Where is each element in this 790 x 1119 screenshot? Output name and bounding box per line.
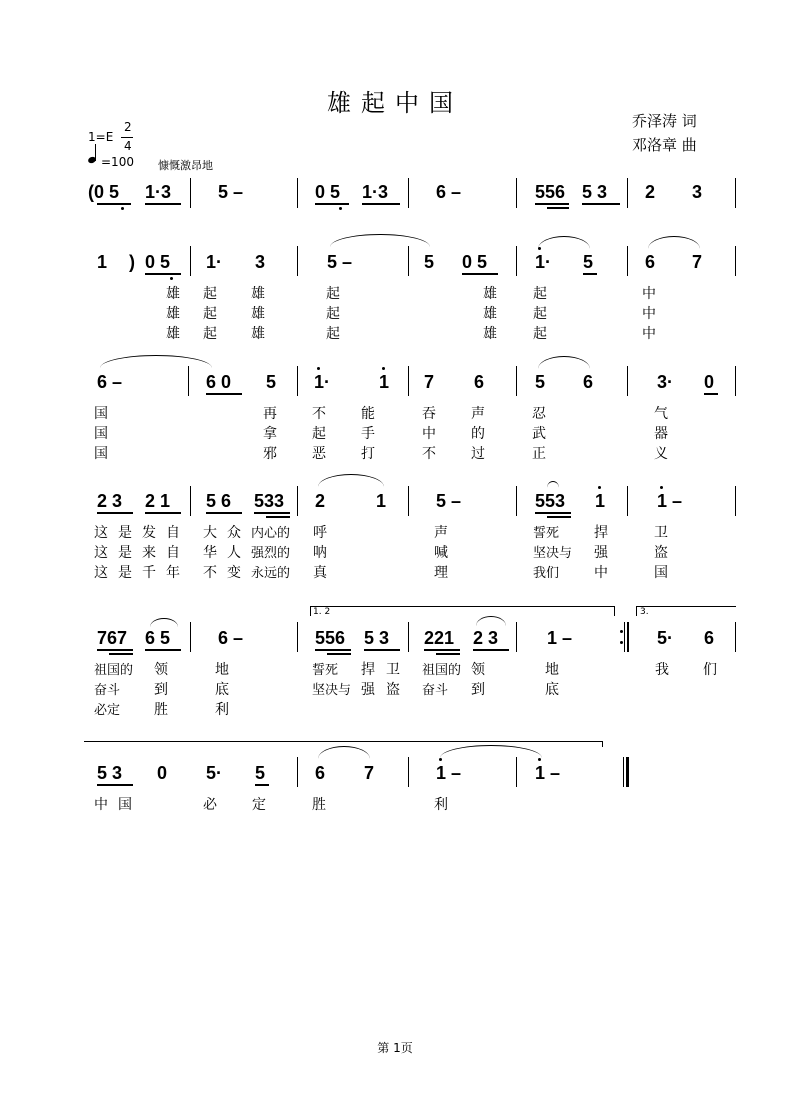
lyric: 起 [326,306,340,322]
lyric: 雄 [166,326,180,342]
lyric: 永远的 [251,566,291,581]
lyric: 国 [94,446,108,462]
lyric: 胜 [312,797,326,813]
lyric: 拿 [263,426,277,442]
octave-dot [538,758,541,761]
lyric: 这 [94,525,108,541]
underline [315,649,351,651]
slur [100,355,212,368]
barline [297,757,298,787]
time-signature-line [121,137,133,138]
lyric: 打 [361,446,375,462]
barline [408,757,409,787]
note-group: 0 [704,372,715,392]
volta-bracket-3 [636,606,736,607]
song-title: 雄起中国 [327,89,463,117]
barline [516,178,517,208]
underline [535,203,569,205]
lyric: 邪 [263,446,277,462]
volta-label: 1. 2 [313,607,331,617]
lyric: 恶 [312,446,326,462]
underline [145,512,181,514]
underline [547,207,569,209]
underline [266,516,290,518]
note-group: 556 [535,182,566,202]
underline [473,649,509,651]
lyric: 利 [434,797,448,813]
lyric: 必定 [94,703,121,718]
lyric: 中 [422,426,436,442]
note-group: 3 [255,252,266,272]
underline [97,784,133,786]
lyric: 雄 [166,286,180,302]
lyric: 不 [203,565,217,581]
barline [408,178,409,208]
lyric: 地 [545,662,559,678]
composer-credit: 邓洛章 曲 [632,136,697,154]
slur [538,236,590,249]
barline [624,622,625,652]
lyric: 捍 [594,525,608,541]
octave-dot [317,367,320,370]
page-number: 第 1页 [377,1041,413,1055]
lyric: 底 [215,682,229,698]
lyric: 起 [312,426,326,442]
octave-dot [538,247,541,250]
underline [535,512,571,514]
barline [408,622,409,652]
lyric: 真 [313,565,327,581]
note-group: 2 3 [97,491,123,511]
note-group: 5· [206,763,223,783]
underline [145,273,181,275]
repeat-barline [627,622,629,652]
barline [297,622,298,652]
lyric: 的 [471,426,485,442]
underline [362,203,400,205]
lyric: 强烈的 [251,546,291,561]
underline [364,649,400,651]
lyric: 声 [471,406,485,422]
note-group: 5 6 [206,491,232,511]
note-group: 6 [474,372,485,392]
lyric: 奋斗 [422,683,449,698]
lyric: 内心的 [251,526,291,541]
lyric: 自 [166,525,180,541]
lyric: 变 [227,565,241,581]
lyric: 中 [642,326,656,342]
note-group: 1 [97,252,108,272]
lyric: 祖国的 [94,663,134,678]
lyric: 起 [533,306,547,322]
underline [109,653,133,655]
note-group: 0 5 [462,252,488,272]
volta-bracket-1-2 [310,606,614,607]
octave-dot [170,277,173,280]
volta-bracket-edge [614,606,615,616]
lyric: 奋斗 [94,683,121,698]
barline [297,178,298,208]
note-group: 1· [535,252,552,272]
repeat-dot [620,630,623,633]
slur [318,746,370,759]
repeat-dot [620,641,623,644]
lyric: 起 [203,306,217,322]
note-group: 1 [595,491,606,511]
note-group: 1 [379,372,390,392]
barline [188,366,189,396]
note-group: 553 [535,491,566,511]
lyric: 国 [94,426,108,442]
note-group: 5 3 [97,763,123,783]
lyric: 起 [326,286,340,302]
final-barline-thin [623,757,624,787]
note-group: 5 – [327,252,353,272]
lyric: 国 [94,406,108,422]
lyric: 强 [361,682,375,698]
volta-label: 3. [640,607,649,617]
note-group: 7 [692,252,703,272]
lyric: 年 [166,565,180,581]
lyricist-credit: 乔泽涛 词 [632,112,697,130]
lyric: 理 [434,565,448,581]
barline [627,178,628,208]
note-group: 2 [315,491,326,511]
barline [735,622,736,652]
lyric: 地 [215,662,229,678]
underline [145,649,181,651]
note-group: 6 [315,763,326,783]
lyric: 领 [154,662,168,678]
note-group: 2 1 [145,491,171,511]
volta-bracket-continuation [84,741,602,742]
lyric: 坚决与 [533,546,573,561]
note-group: 1· [314,372,331,392]
underline [704,393,718,395]
lyric: 自 [166,545,180,561]
lyric: 坚决与 [312,683,352,698]
note-group: 0 5 [315,182,341,202]
lyric: 雄 [251,306,265,322]
lyric: 来 [142,545,156,561]
underline [97,203,131,205]
barline [516,757,517,787]
underline [327,653,351,655]
barline [297,486,298,516]
lyric: 雄 [483,286,497,302]
lyric: 吞 [422,406,436,422]
note-group: 7 [424,372,435,392]
underline [254,512,290,514]
lyric: 祖国的 [422,663,462,678]
underline [145,203,181,205]
lyric: 喊 [434,545,448,561]
octave-dot [339,207,342,210]
time-signature-bottom: 4 [124,139,132,153]
note-group: 1·3 [362,182,389,202]
lyric: 国 [118,797,132,813]
barline [190,486,191,516]
note-group: 1 – [436,763,462,783]
lyric: 中 [642,306,656,322]
octave-dot [660,486,663,489]
note-group: 5 [255,763,266,783]
barline [190,178,191,208]
lyric: 起 [326,326,340,342]
lyric: 器 [654,426,668,442]
note-group: 6 0 [206,372,232,392]
time-signature-top: 2 [124,120,132,134]
underline [206,512,242,514]
lyric: 气 [654,406,668,422]
note-group: 1 – [535,763,561,783]
lyric: 起 [203,326,217,342]
slur [538,356,590,369]
lyric: 誓死 [312,663,339,678]
barline [297,366,298,396]
slur [476,616,506,626]
lyric: 这 [94,565,108,581]
note-group: 221 [424,628,455,648]
barline [516,622,517,652]
underline [97,512,133,514]
note-group: 0 [157,763,168,783]
note-group: 5 [583,252,594,272]
note-group: 5 – [436,491,462,511]
note-group: 1 – [657,491,683,511]
underline [547,516,571,518]
note-group: 2 [645,182,656,202]
note-group: 533 [254,491,285,511]
underline [255,784,269,786]
barline [408,366,409,396]
lyric: 们 [703,662,717,678]
note-group: 1 [376,491,387,511]
lyric: 雄 [251,286,265,302]
underline [424,649,460,651]
barline [735,246,736,276]
lyric: 起 [533,286,547,302]
final-barline-thick [626,757,629,787]
lyric: 这 [94,545,108,561]
octave-dot [598,486,601,489]
lyric: 我们 [533,566,560,581]
underline [97,649,133,651]
barline [516,366,517,396]
lyric: 卫 [386,662,400,678]
lyric: 盗 [386,682,400,698]
lyric: 人 [227,545,241,561]
volta-bracket-edge [602,741,603,747]
lyric: 忍 [532,406,546,422]
lyric: 胜 [154,702,168,718]
key-signature: 1=E [88,130,114,144]
barline [516,486,517,516]
note-group: 767 [97,628,128,648]
lyric: 千 [142,565,156,581]
octave-dot [382,367,385,370]
lyric: 正 [532,446,546,462]
note-group: 2 3 [473,628,499,648]
lyric: 雄 [483,306,497,322]
lyric: 呐 [313,545,327,561]
note-group: 7 [364,763,375,783]
note-group: ) [129,252,135,272]
note-group: 6 [645,252,656,272]
barline [190,246,191,276]
lyric: 是 [118,545,132,561]
underline [582,203,620,205]
barline [190,622,191,652]
note-group: 6 [583,372,594,392]
slur [547,481,559,488]
underline [462,273,498,275]
lyric: 强 [594,545,608,561]
note-group: 3 [692,182,703,202]
note-group: 6 – [436,182,462,202]
note-group: 5 [424,252,435,272]
barline [735,178,736,208]
note-group: 5 – [218,182,244,202]
volta-bracket-edge [636,606,637,616]
underline [206,393,242,395]
lyric: 到 [471,682,485,698]
lyric: 誓死 [533,526,560,541]
lyric: 声 [434,525,448,541]
note-group: 0 5 [145,252,171,272]
lyric: 不 [312,406,326,422]
slur [150,618,178,627]
note-group: 5 3 [582,182,608,202]
note-group: 1 – [547,628,573,648]
lyric: 发 [142,525,156,541]
barline [627,486,628,516]
lyric: 领 [471,662,485,678]
lyric: 是 [118,565,132,581]
lyric: 中 [642,286,656,302]
volta-bracket-edge [310,606,311,616]
lyric: 捍 [361,662,375,678]
slur [440,745,542,758]
lyric: 中 [94,797,108,813]
lyric: 卫 [654,525,668,541]
note-group: 6 5 [145,628,171,648]
lyric: 到 [154,682,168,698]
lyric: 起 [203,286,217,302]
quarter-note-stem [95,144,96,161]
note-group: 1·3 [145,182,172,202]
note-group: 3· [657,372,674,392]
note-group: 6 – [218,628,244,648]
barline [516,246,517,276]
lyric: 众 [227,525,241,541]
barline [627,246,628,276]
barline [735,366,736,396]
note-group: 5 [535,372,546,392]
barline [408,486,409,516]
lyric: 大 [203,525,217,541]
lyric: 过 [471,446,485,462]
note-group: (0 5 [88,182,120,202]
lyric: 国 [654,565,668,581]
octave-dot [121,207,124,210]
lyric: 再 [263,406,277,422]
lyric: 雄 [251,326,265,342]
lyric: 不 [422,446,436,462]
note-group: 556 [315,628,346,648]
underline [315,203,349,205]
slur [318,474,384,487]
note-group: 5 [266,372,277,392]
underline [583,273,597,275]
lyric: 定 [252,797,266,813]
lyric: 雄 [483,326,497,342]
lyric: 我 [655,662,669,678]
expression-marking: 慷慨激昂地 [158,159,213,172]
lyric: 雄 [166,306,180,322]
note-group: 6 – [97,372,123,392]
lyric: 中 [594,565,608,581]
lyric: 利 [215,702,229,718]
note-group: 5· [657,628,674,648]
octave-dot [439,758,442,761]
note-group: 5 3 [364,628,390,648]
lyric: 呼 [313,525,327,541]
lyric: 武 [532,426,546,442]
barline [408,246,409,276]
lyric: 手 [361,426,375,442]
lyric: 义 [654,446,668,462]
lyric: 是 [118,525,132,541]
barline [627,366,628,396]
lyric: 底 [545,682,559,698]
lyric: 华 [203,545,217,561]
slur [330,234,430,247]
barline [735,486,736,516]
lyric: 起 [533,326,547,342]
lyric: 盗 [654,545,668,561]
lyric: 必 [203,797,217,813]
underline [436,653,460,655]
barline [297,246,298,276]
note-group: 1· [206,252,223,272]
lyric: 能 [361,406,375,422]
tempo-marking: =100 [101,155,134,169]
note-group: 6 [704,628,715,648]
slur [648,236,700,249]
